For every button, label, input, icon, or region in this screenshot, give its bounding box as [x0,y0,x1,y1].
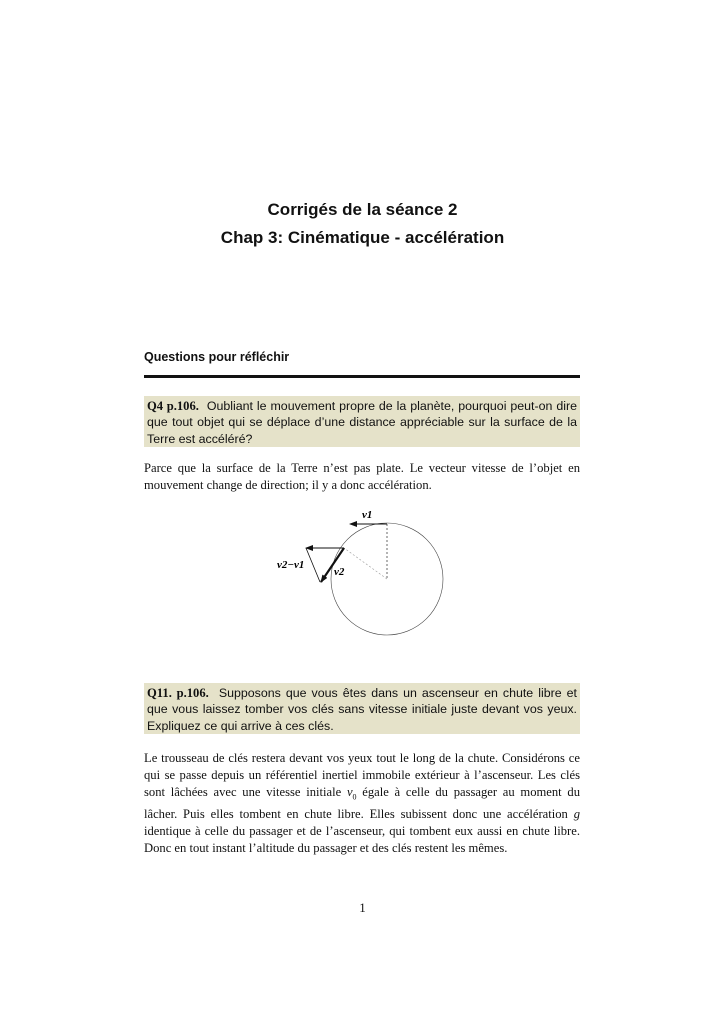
answer-text-part1: Le trousseau de clés restera devant vos yeux tout le long de la chute. Considérons ce qui se passe depuis un référentiel inertiel immobile extérieur à l’ascenseur. Les clés sont lâchées avec une vitesse initiale [144,751,580,799]
label-v1: v1 [362,509,373,521]
question-number: Q4 p.106. [147,399,199,413]
question-box-q11 [144,683,580,734]
section-rule [144,375,580,378]
question-number: Q11. p.106. [147,686,209,700]
var-v: v [346,784,353,799]
radius-to-v2 [344,548,387,579]
answer-text-part2: égale à celle du passager au moment du lâcher. Puis elles tombent en chute libre. Elles subissent donc une accélération [144,784,580,822]
question-box-q4 [144,396,580,447]
var-v-subscript: 0 [352,792,357,802]
label-v2: v2 [334,566,345,578]
label-v2-minus-v1: v2−v1 [277,559,305,571]
answer-q11 [144,750,580,857]
question-text: Oubliant le mouvement propre de la planète, pourquoi peut-on dire que tout objet qui se déplace d’une distance appréciable sur la surface de la Terre est accéléré? [147,399,578,446]
document-title: Corrigés de la séance 2 [267,200,458,219]
var-g: g [573,807,580,822]
answer-text-part3: identique à celle du passager et de l’ascenseur, qui tombent eux aussi en chute libre. Donc en tout instant l’altitude du passager et des clés restent les mêmes. [144,824,580,856]
question-text: Supposons que vous êtes dans un ascenseur en chute libre et que vous laissez tomber vos clés sans vitesse initiale juste devant vos yeux. Expliquez ce qui arrive à ces clés. [147,686,577,733]
document-subtitle: Chap 3: Cinématique - accélération [220,228,505,247]
section-heading: Questions pour réfléchir [144,350,290,364]
velocity-diagram [270,500,460,645]
page-number: 1 [359,900,366,915]
vector-v2-minus-v1 [306,548,320,582]
answer-q4: Parce que la surface de la Terre n’est pas plate. Le vecteur vitesse de l’objet en mouvement change de direction; il y a donc accélération. [144,461,580,492]
